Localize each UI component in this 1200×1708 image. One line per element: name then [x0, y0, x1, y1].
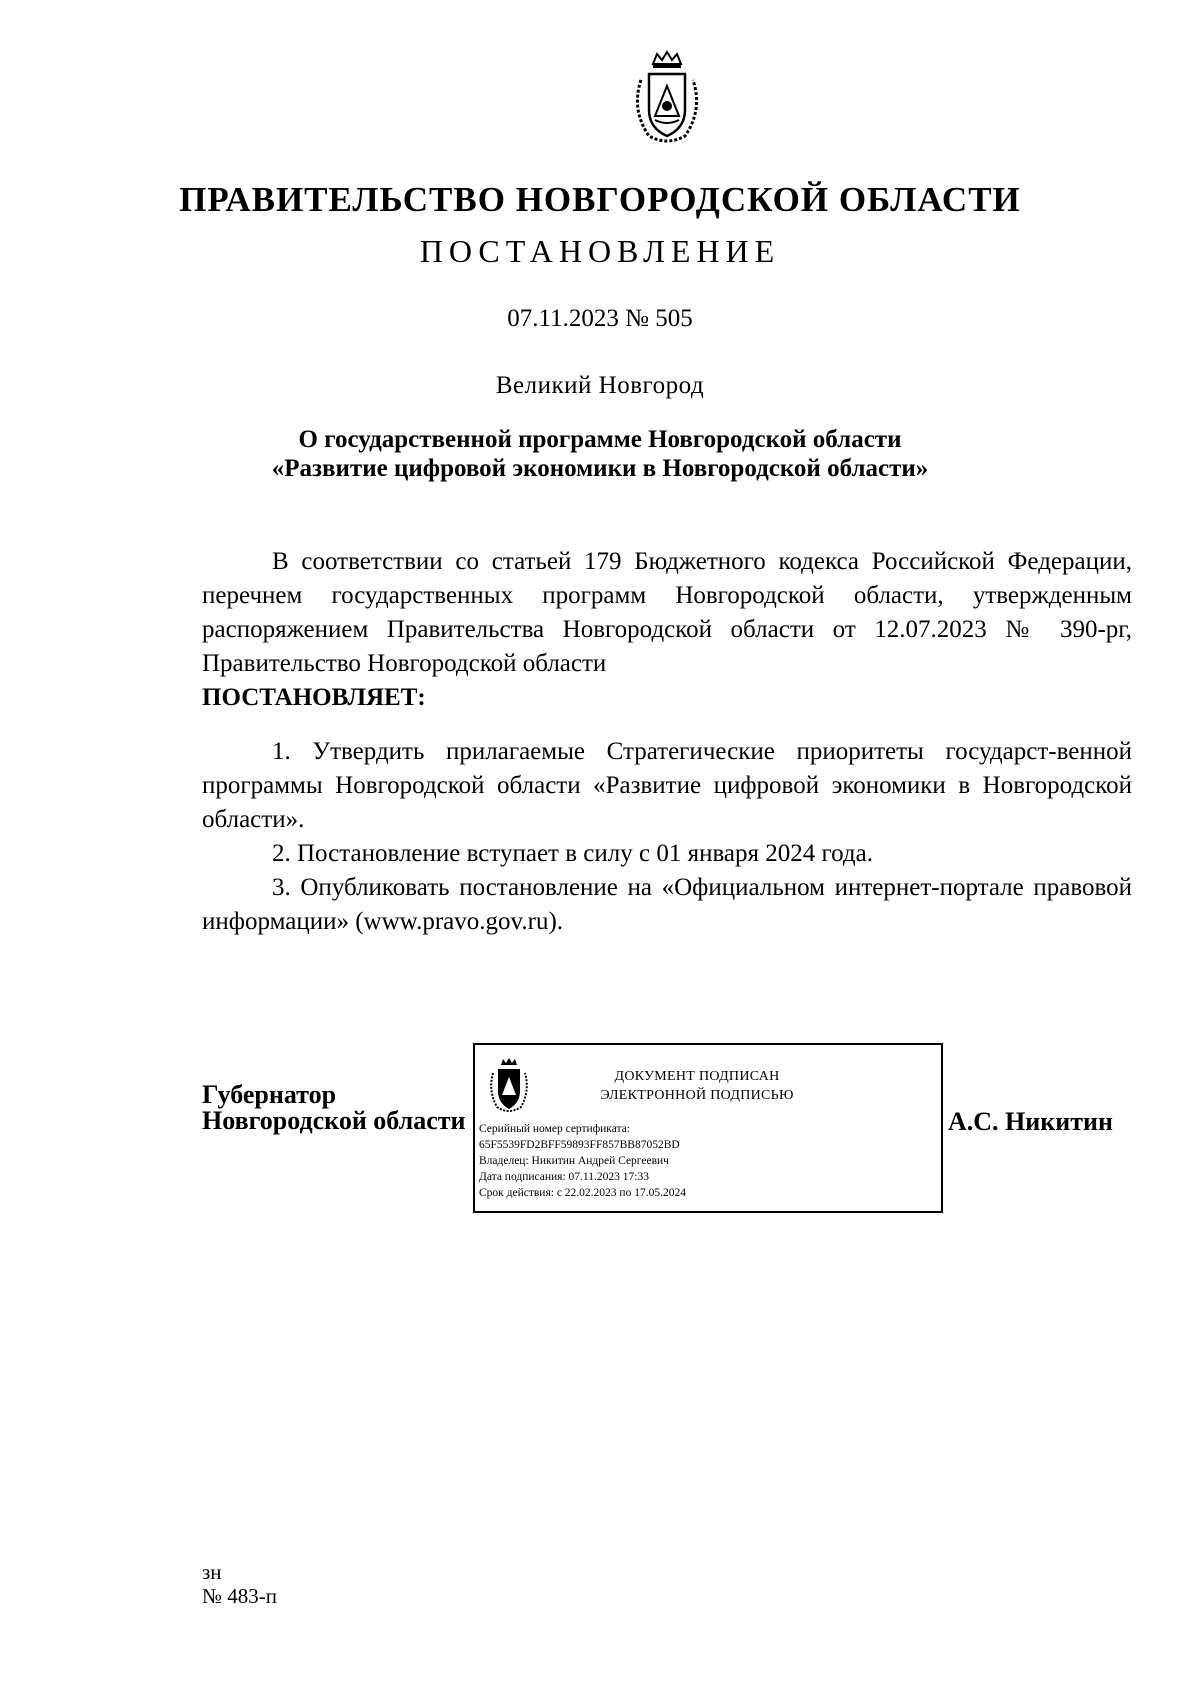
- stamp-owner: Владелец: Никитин Андрей Сергеевич: [479, 1155, 669, 1167]
- signatory-name: А.С. Никитин: [948, 1107, 1113, 1136]
- stamp-serial-label: Серийный номер сертификата:: [479, 1123, 630, 1135]
- stamp-serial-value: 65F5539FD2BFF59893FF857BB87052BD: [479, 1139, 680, 1151]
- signatory-position-line1: Губернатор: [202, 1080, 337, 1109]
- preamble: [202, 545, 1132, 715]
- footer-number: № 483-п: [202, 1584, 278, 1608]
- electronic-signature-stamp: [473, 1043, 943, 1213]
- document-title-line1: О государственной программе Новгородской области: [298, 426, 902, 453]
- document-date-number: 07.11.2023 № 505: [507, 305, 693, 332]
- stamp-heading-line2: ЭЛЕКТРОННОЙ ПОДПИСЬЮ: [600, 1088, 794, 1103]
- signatory-position-line2: Новгородской области: [202, 1106, 466, 1135]
- document-type: ПОСТАНОВЛЕНИЕ: [419, 233, 781, 269]
- novgorod-coat-of-arms-icon: [627, 50, 707, 148]
- decree-items: [202, 735, 1132, 939]
- preamble-text: В соответствии со статьей 179 Бюджетного кодекса Российской Федерации, перечнем государственных программ Новгородской области, утвержденным распоряжением Правительства Новгородской области от 12.07.2023 № 390-рг, Правительство Новгородской области: [202, 548, 1132, 677]
- decree-word: ПОСТАНОВЛЯЕТ:: [202, 684, 426, 711]
- document-title: [0, 425, 1200, 483]
- signatory-position: [202, 1082, 466, 1134]
- stamp-details: [479, 1121, 686, 1201]
- government-name: ПРАВИТЕЛЬСТВО НОВГОРОДСКОЙ ОБЛАСТИ: [179, 180, 1021, 219]
- stamp-coat-of-arms-icon: [487, 1057, 531, 1115]
- document-footer: [202, 1560, 277, 1608]
- decree-item-2: 2. Постановление вступает в силу с 01 января 2024 года.: [272, 840, 874, 867]
- decree-item-3: 3. Опубликовать постановление на «Официальном интернет-портале правовой информации» (www.pravo.gov.ru).: [202, 874, 1132, 935]
- stamp-heading-line1: ДОКУМЕНТ ПОДПИСАН: [614, 1069, 780, 1084]
- footer-initials: зн: [202, 1560, 222, 1584]
- document-title-line2: «Развитие цифровой экономики в Новгородской области»: [271, 455, 929, 482]
- decree-item-1: 1. Утвердить прилагаемые Стратегические приоритеты государст-венной программы Новгородской области «Развитие цифровой экономики в Новгородской области».: [202, 738, 1132, 833]
- document-city: Великий Новгород: [495, 372, 705, 399]
- stamp-validity: Срок действия: с 22.02.2023 по 17.05.2024: [479, 1187, 686, 1199]
- stamp-signed-date: Дата подписания: 07.11.2023 17:33: [479, 1171, 649, 1183]
- stamp-heading: [567, 1067, 827, 1105]
